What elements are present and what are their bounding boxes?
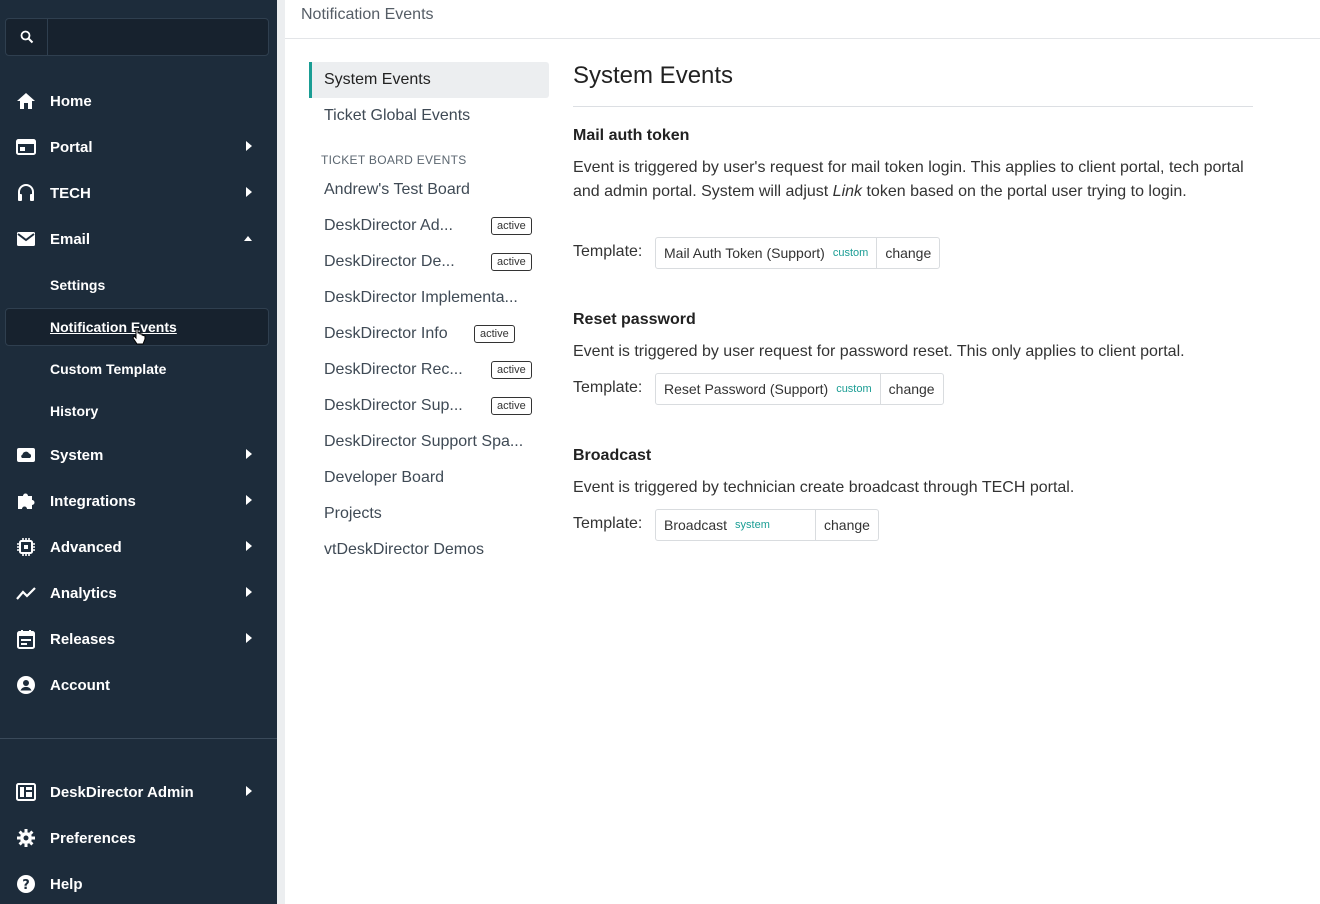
nav-account-label: Account — [50, 676, 110, 694]
board-item[interactable] — [309, 532, 549, 568]
chevron-right-icon — [246, 587, 252, 597]
sidebar-divider — [0, 738, 277, 739]
nav-email[interactable] — [5, 220, 269, 258]
event-list-label: System Events — [324, 71, 431, 88]
event-description — [573, 476, 1263, 500]
nav-preferences[interactable] — [5, 819, 269, 857]
nav-email-label: Email — [50, 230, 91, 248]
template-name: Reset Password (Support) — [664, 381, 829, 397]
status-badge: active — [491, 397, 532, 415]
nav-deskdirector-admin-label: DeskDirector Admin — [50, 783, 194, 801]
template-label: Template: — [573, 515, 643, 532]
page-header — [285, 0, 1320, 39]
template-name-field — [656, 510, 816, 540]
chevron-right-icon — [246, 141, 252, 151]
nav-releases-label: Releases — [50, 630, 116, 648]
change-template-button[interactable]: change — [824, 517, 870, 533]
search-bar — [5, 18, 269, 56]
search-input[interactable] — [48, 19, 268, 55]
home-icon — [15, 91, 37, 111]
status-badge: active — [491, 253, 532, 271]
template-kind-tag: custom — [836, 383, 872, 395]
board-item[interactable] — [309, 496, 549, 532]
content-title: System Events — [573, 62, 734, 89]
status-badge: active — [491, 217, 532, 235]
board-item[interactable] — [309, 208, 549, 244]
event-list-ticket-global-events[interactable] — [309, 98, 549, 134]
event-description-italic: Link — [832, 183, 863, 200]
nav-deskdirector-admin[interactable] — [5, 773, 269, 811]
chevron-right-icon — [246, 187, 252, 197]
board-item[interactable] — [309, 352, 549, 388]
calendar-icon — [15, 629, 37, 649]
template-label: Template: — [573, 379, 643, 396]
template-selector — [655, 237, 940, 269]
status-badge: active — [474, 325, 515, 343]
sub-settings[interactable] — [5, 266, 269, 304]
chevron-up-icon — [244, 236, 252, 241]
sub-history[interactable] — [5, 392, 269, 430]
board-item[interactable] — [309, 316, 549, 352]
template-name: Mail Auth Token (Support) — [664, 245, 825, 261]
nav-analytics-label: Analytics — [50, 584, 117, 602]
hand-cursor-icon — [132, 328, 146, 346]
template-name-field — [656, 374, 881, 404]
svg-text:?: ? — [22, 878, 30, 893]
status-badge: active — [491, 361, 532, 379]
cloud-icon — [15, 445, 37, 465]
event-title: Reset password — [573, 311, 696, 328]
nav-analytics[interactable] — [5, 574, 269, 612]
admin-grid-icon — [15, 782, 37, 802]
sub-settings-label: Settings — [50, 277, 106, 293]
page-title: Notification Events — [301, 6, 434, 23]
template-selector — [655, 509, 879, 541]
account-icon — [15, 675, 37, 695]
search-button[interactable] — [6, 19, 48, 55]
template-label: Template: — [573, 243, 643, 260]
board-item-label: DeskDirector De... — [324, 253, 455, 270]
chip-icon — [15, 537, 37, 557]
ticket-board-events-heading: TICKET BOARD EVENTS — [321, 153, 467, 167]
sub-custom-template[interactable] — [5, 350, 269, 388]
board-item[interactable] — [309, 280, 549, 316]
template-kind-tag: custom — [832, 247, 869, 259]
chevron-right-icon — [246, 495, 252, 505]
event-description-text: token based on the portal user trying to login. — [862, 183, 1187, 200]
chevron-right-icon — [246, 449, 252, 459]
board-item-label: DeskDirector Support Spa... — [324, 433, 524, 450]
headset-icon — [15, 183, 37, 203]
event-description — [573, 340, 1263, 364]
nav-integrations[interactable] — [5, 482, 269, 520]
sub-custom-template-label: Custom Template — [50, 361, 167, 377]
board-item[interactable] — [309, 244, 549, 280]
board-item-label: Projects — [324, 505, 382, 522]
nav-advanced[interactable] — [5, 528, 269, 566]
board-item-label: DeskDirector Info — [324, 325, 448, 342]
change-template-button[interactable]: change — [885, 245, 932, 261]
nav-system-label: System — [50, 446, 104, 464]
template-selector — [655, 373, 944, 405]
event-description — [573, 156, 1263, 204]
nav-advanced-label: Advanced — [50, 538, 122, 556]
trend-line-icon — [15, 583, 37, 603]
event-title: Mail auth token — [573, 127, 690, 144]
template-name: Broadcast — [664, 517, 728, 533]
content-divider — [573, 106, 1253, 107]
chevron-right-icon — [246, 541, 252, 551]
template-name-field — [656, 238, 877, 268]
board-item-label: DeskDirector Ad... — [324, 217, 453, 234]
nav-account[interactable] — [5, 666, 269, 704]
envelope-icon — [15, 229, 37, 249]
help-icon — [15, 874, 37, 894]
nav-help[interactable] — [5, 865, 269, 903]
nav-home-label: Home — [50, 92, 92, 110]
chevron-right-icon — [246, 786, 252, 796]
search-icon — [20, 30, 34, 44]
nav-tech-label: TECH — [50, 184, 91, 202]
portal-icon — [15, 137, 37, 157]
event-list-label: Ticket Global Events — [324, 107, 471, 124]
gear-icon — [15, 828, 37, 848]
nav-portal[interactable] — [5, 128, 269, 166]
board-item-label: DeskDirector Sup... — [324, 397, 463, 414]
nav-home[interactable] — [5, 82, 269, 120]
event-list-system-events[interactable] — [309, 62, 549, 98]
sub-notification-events-label: Notification Events — [50, 319, 177, 335]
board-item-label: DeskDirector Rec... — [324, 361, 463, 378]
nav-portal-label: Portal — [50, 138, 93, 156]
board-item-label: vtDeskDirector Demos — [324, 541, 485, 558]
board-item[interactable] — [309, 424, 549, 460]
board-item[interactable] — [309, 388, 549, 424]
template-kind-tag: system — [735, 519, 770, 531]
board-item[interactable] — [309, 172, 549, 208]
event-title: Broadcast — [573, 447, 652, 464]
nav-system[interactable] — [5, 436, 269, 474]
sub-history-label: History — [50, 403, 99, 419]
event-description-text: Event is triggered by user request for password reset. This only applies to client portal. — [573, 343, 1185, 360]
layout-divider — [277, 0, 285, 904]
board-item-label: Andrew's Test Board — [324, 181, 470, 198]
board-item-label: Developer Board — [324, 469, 445, 486]
puzzle-icon — [15, 491, 37, 511]
nav-integrations-label: Integrations — [50, 492, 136, 510]
board-item-label: DeskDirector Implementa... — [324, 289, 518, 306]
nav-tech[interactable] — [5, 174, 269, 212]
event-description-text: Event is triggered by user's request for mail token login. This applies to client portal, tech portal and admin portal. System will adjust — [573, 159, 1244, 200]
change-template-button[interactable]: change — [888, 381, 935, 397]
nav-preferences-label: Preferences — [50, 829, 136, 847]
board-item[interactable] — [309, 460, 549, 496]
nav-help-label: Help — [50, 875, 83, 893]
nav-releases[interactable] — [5, 620, 269, 658]
sidebar — [0, 0, 277, 904]
event-description-text: Event is triggered by technician create broadcast through TECH portal. — [573, 479, 1075, 496]
chevron-right-icon — [246, 633, 252, 643]
